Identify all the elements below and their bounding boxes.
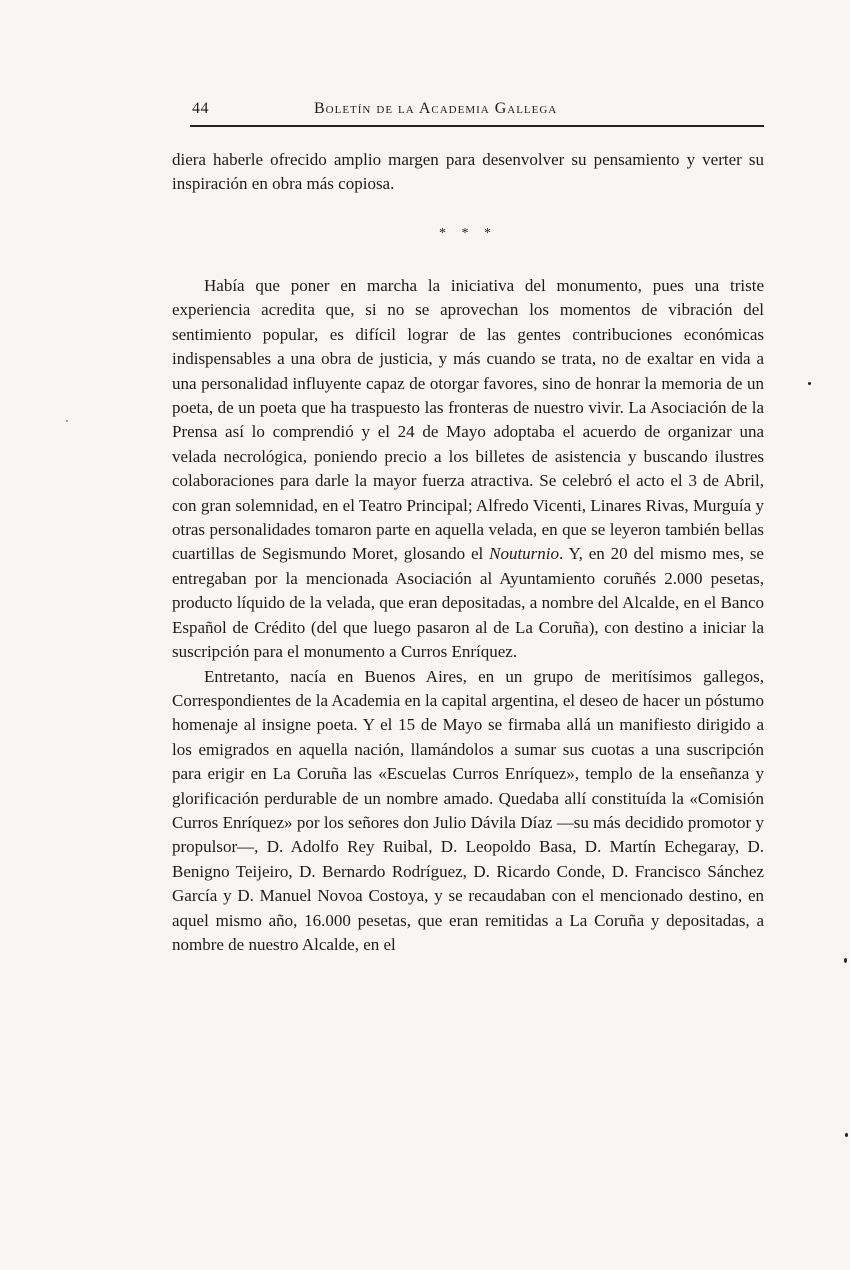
body-text xyxy=(172,274,764,957)
scan-speck xyxy=(66,420,68,422)
paragraph xyxy=(172,665,764,958)
work-title-italic: Nouturnio xyxy=(489,544,560,564)
opening-paragraph xyxy=(172,148,764,197)
section-separator: * * * xyxy=(439,226,497,241)
scan-speck xyxy=(808,382,811,385)
paragraph-text: Entretanto, nacía en Buenos Aires, en un grupo de meritísimos gallegos, Correspondientes de la Academia en la capital argentina, el deseo de hacer un póstumo homenaje al insigne poeta. Y el 15 de Mayo se firmaba allá un manifiesto dirigido a los emigrados en aquella nación, llamándolos a sumar sus cuotas a una suscripción para erigir en La Coruña las «Escuelas Curros Enríquez», templo de la enseñanza y glorificación perdurable de un nombre amado. Quedaba allí constituída la «Comisión Curros Enríquez» por los señores don Julio Dávila Díaz —su más decidido promotor y propulsor—, D. Adolfo Rey Ruibal, D. Leopoldo Basa, D. Martín Echegaray, D. Benigno Teijeiro, D. Bernardo Rodríguez, D. Ricardo Conde, D. Francisco Sánchez García y D. Manuel Novoa Costoya, y se recaudaban con el mencionado destino, en aquel mismo año, 16.000 pesetas, que eran remitidas a La Coruña y depositadas, a nombre de nuestro Alcalde, en el xyxy=(172,666,764,954)
header-rule xyxy=(190,125,764,127)
paragraph-text: Había que poner en marcha la iniciativa del monumento, pues una triste experiencia acredita que, si no se aprovechan los momentos de vibración del sentimiento popular, es difícil lograr de las gentes contribuciones económicas indispensables a una obra de justicia, y más cuando se trata, no de exaltar en vida a una personalidad influyente capaz de otorgar favores, sino de honrar la memoria de un poeta, de un poeta que ha traspuesto las fronteras de nuestro vivir. La Asociación de la Prensa así lo comprendió y el 24 de Mayo adoptaba el acuerdo de organizar una velada necrológica, poniendo precio a los billetes de asistencia y buscando ilustres colaboraciones para darle la mayor fuerza atractiva. Se celebró el acto el 3 de Abril, con gran solemnidad, en el Teatro Principal; Alfredo Vicenti, Linares Rivas, Murguía y otras personalidades tomaron parte en aquella velada, en que se leyeron también bellas cuartillas de Segismundo Moret, glosando el xyxy=(172,276,764,564)
paragraph-text: diera haberle ofrecido amplio margen para desenvolver su pensamiento y verter su inspiración en obra más copiosa. xyxy=(172,150,764,194)
paragraph-text: . Y, en 20 del mismo mes, se entregaban por la mencionada Asociación al Ayuntamiento coruñés 2.000 pesetas, producto líquido de la velada, que eran depositadas, a nombre del Alcalde, en el Banco Español de Crédito (del que luego pasaron al de La Coruña), con destino a iniciar la suscripción para el monumento a Curros Enríquez. xyxy=(172,544,764,662)
running-head xyxy=(190,100,764,124)
paragraph xyxy=(172,274,764,665)
journal-title: Boletín de la Academia Gallega xyxy=(314,100,558,117)
page-number: 44 xyxy=(192,100,209,117)
scan-speck xyxy=(845,1133,848,1137)
paragraph xyxy=(172,148,764,197)
scan-speck xyxy=(844,958,847,963)
